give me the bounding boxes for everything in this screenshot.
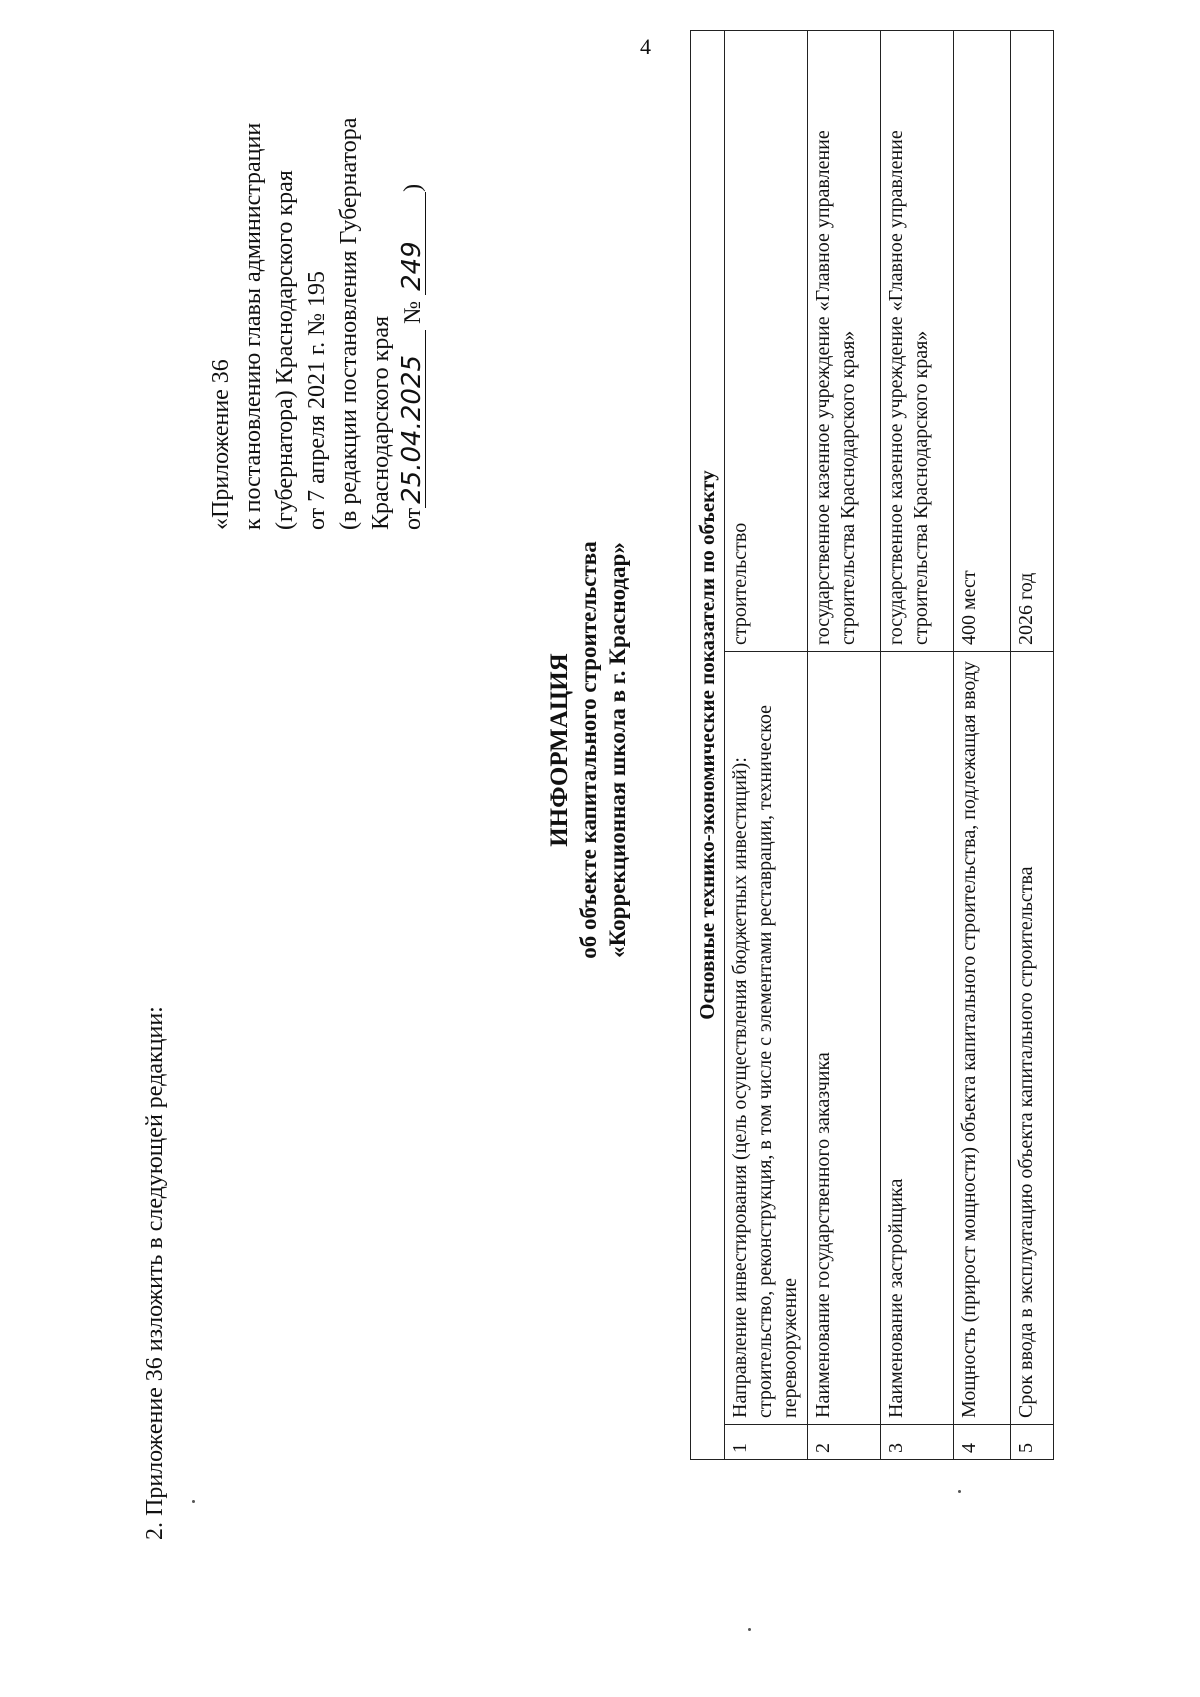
row-parameter: Направление инвестирования (цель осуществления бюджетных инвестиций): строительство, реконструкция, в том числе с элементами реставрации, техническое перевооружение xyxy=(725,652,808,1425)
row-number: 1 xyxy=(725,1425,808,1460)
row-number: 2 xyxy=(808,1425,881,1460)
table-row xyxy=(954,31,1011,1460)
row-value: 400 мест xyxy=(954,31,1011,652)
table-row xyxy=(808,31,881,1460)
appendix-line: Краснодарского края xyxy=(368,315,394,530)
row-value: строительство xyxy=(725,31,808,652)
appendix-line: «Приложение 36 xyxy=(208,359,234,530)
appendix-date-line xyxy=(397,118,429,530)
row-value: государственное казенное учреждение «Главное управление строительства Краснодарского края» xyxy=(881,31,954,652)
appendix-line: (в редакции постановления Губернатора xyxy=(336,117,362,530)
handwritten-number: 249 xyxy=(399,192,426,295)
row-number: 4 xyxy=(954,1425,1011,1460)
appendix-reference xyxy=(205,118,429,530)
appendix-line: к постановлению главы администрации xyxy=(240,122,266,530)
row-value: 2026 год xyxy=(1011,31,1054,652)
row-number: 3 xyxy=(881,1425,954,1460)
row-number: 5 xyxy=(1011,1425,1054,1460)
row-parameter: Наименование государственного заказчика xyxy=(808,652,881,1425)
handwritten-date: 25.04.2025 xyxy=(399,330,426,508)
appendix-line: (губернатора) Краснодарского края xyxy=(272,170,298,530)
table-header-row xyxy=(691,31,725,1460)
table-row xyxy=(881,31,954,1460)
page-number: 4 xyxy=(640,34,651,59)
table-row xyxy=(1011,31,1054,1460)
number-sign: № xyxy=(400,300,426,324)
row-parameter: Наименование застройщика xyxy=(881,652,954,1425)
row-parameter: Мощность (прирост мощности) объекта капитального строительства, подлежащая вводу xyxy=(954,652,1011,1425)
indicators-table xyxy=(690,30,1054,1460)
table-row xyxy=(725,31,808,1460)
closing-parenthesis: ) xyxy=(400,183,426,192)
row-parameter: Срок ввода в эксплуатацию объекта капитального строительства xyxy=(1011,652,1054,1425)
document-title xyxy=(545,370,632,1130)
intro-text: 2. Приложение 36 изложить в следующей редакции: xyxy=(142,1006,168,1540)
row-value: государственное казенное учреждение «Главное управление строительства Краснодарского края» xyxy=(808,31,881,652)
title-main: ИНФОРМАЦИЯ xyxy=(546,653,573,847)
from-prefix: от xyxy=(400,507,426,530)
title-object-name: «Коррекционная школа в г. Краснодар» xyxy=(605,542,630,958)
appendix-line: от 7 апреля 2021 г. № 195 xyxy=(304,270,330,530)
table-header: Основные технико-экономические показатели по объекту xyxy=(691,31,725,1460)
title-subtitle: об объекте капитального строительства xyxy=(576,541,601,959)
